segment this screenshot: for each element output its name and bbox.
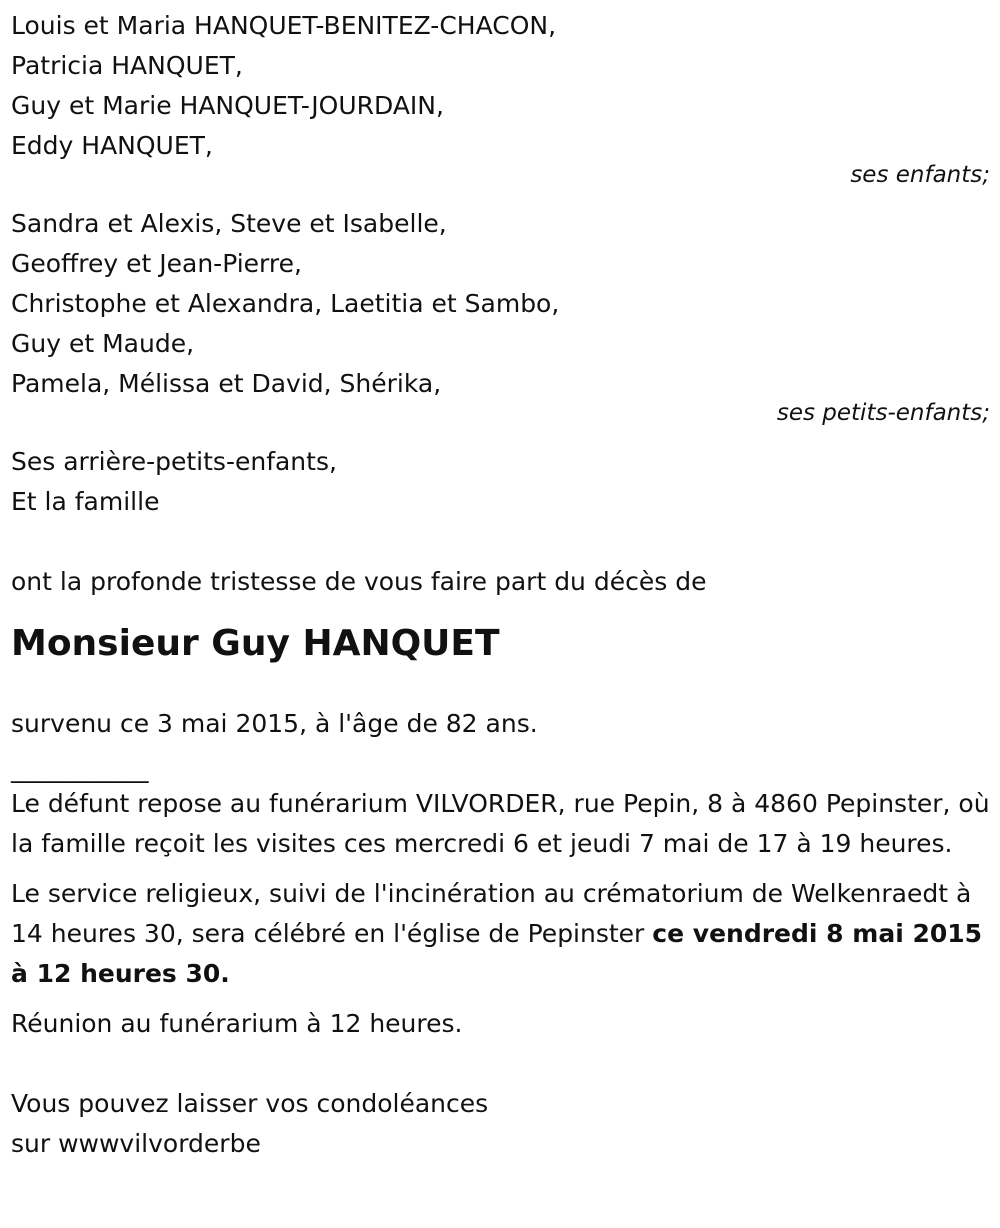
service-paragraph — [11, 874, 990, 994]
spacer — [11, 1044, 990, 1084]
grandchild-line: Geoffrey et Jean-Pierre, — [11, 249, 302, 278]
children-section — [11, 6, 990, 186]
grandchild-line: Sandra et Alexis, Steve et Isabelle, — [11, 209, 447, 238]
grandchildren-label: ses petits-enfants; — [776, 400, 990, 426]
deceased-name: Monsieur Guy HANQUET — [11, 623, 500, 664]
family-section — [11, 442, 990, 522]
service-date-bold: ce vendredi 8 mai 2015 à 12 heures 30. — [11, 919, 983, 988]
grandchild-line: Pamela, Mélissa et David, Shérika, — [11, 369, 442, 398]
family-line: Et la famille — [11, 487, 160, 516]
children-label: ses enfants; — [850, 162, 990, 188]
spacer — [11, 522, 990, 562]
announcement-text: ont la profonde tristesse de vous faire part du décès de — [11, 567, 707, 596]
child-line: Guy et Marie HANQUET-JOURDAIN, — [11, 91, 444, 120]
grandchildren-section — [11, 204, 990, 424]
grandchild-line: Christophe et Alexandra, Laetitia et Sambo, — [11, 289, 560, 318]
condolences-website: sur wwwvilvorderbe — [11, 1129, 261, 1158]
grandchild-line: Guy et Maude, — [11, 329, 195, 358]
child-line: Louis et Maria HANQUET-BENITEZ-CHACON, — [11, 11, 557, 40]
meeting-text: Réunion au funérarium à 12 heures. — [11, 1009, 463, 1038]
service-text: Le service religieux, suivi de l'incinération au crématorium de Welkenraedt à 14 heures 30, sera célébré en l'église de Pepinster — [11, 879, 972, 948]
separator-line: ___________ — [11, 754, 149, 783]
child-line: Eddy HANQUET, — [11, 131, 213, 160]
condolences-line: Vous pouvez laisser vos condoléances — [11, 1089, 489, 1118]
family-line: Ses arrière-petits-enfants, — [11, 447, 337, 476]
child-line: Patricia HANQUET, — [11, 51, 243, 80]
visitation-paragraph: Le défunt repose au funérarium VILVORDER, rue Pepin, 8 à 4860 Pepinster, où la famille reçoit les visites ces mercredi 6 et jeudi 7 mai de 17 à 19 heures. — [11, 789, 990, 858]
death-info: survenu ce 3 mai 2015, à l'âge de 82 ans. — [11, 709, 538, 738]
condolences-section — [11, 1084, 990, 1164]
